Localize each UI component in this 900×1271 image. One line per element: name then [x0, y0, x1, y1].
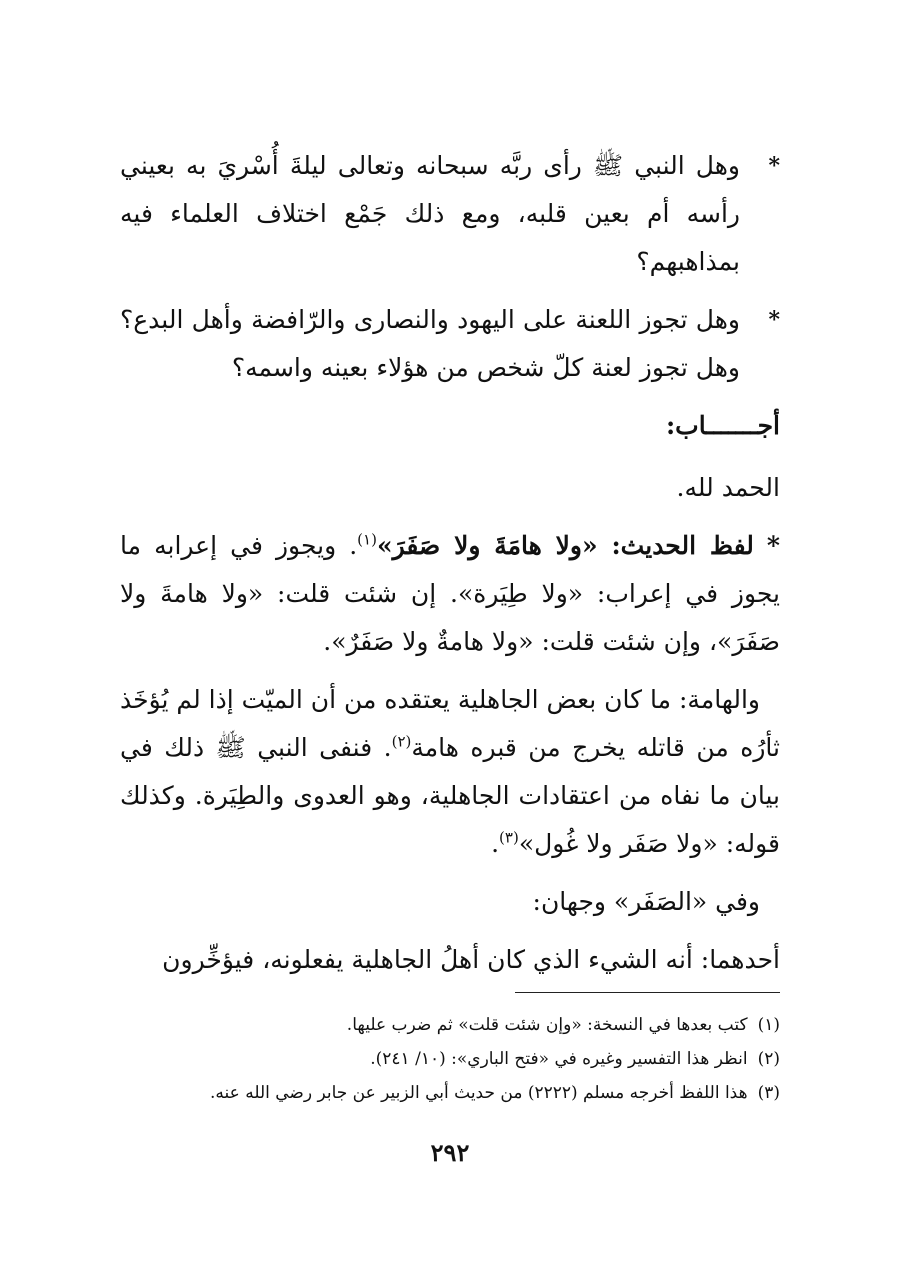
- asterisk-bullet-icon: *: [768, 307, 780, 333]
- question-item-2: [120, 296, 780, 392]
- footnote-text: انظر هذا التفسير وغيره في «فتح الباري»: (١٠/ ٢٤١).: [370, 1049, 748, 1069]
- main-text: [120, 142, 780, 994]
- footnote-number: (١): [757, 1015, 780, 1035]
- question-item-1: [120, 142, 780, 286]
- footnotes: [100, 1008, 780, 1110]
- asterisk-bullet-icon: *: [766, 531, 780, 560]
- footnote-1: [100, 1008, 780, 1042]
- footnote-ref-2[interactable]: (٢): [391, 732, 412, 751]
- footnote-text: كتب بعدها في النسخة: «وإن شئت قلت» ثم ضرب عليها.: [346, 1015, 748, 1035]
- answer-heading: أجـــــــاب:: [665, 411, 780, 440]
- hadith-wording-rest: . ويجوز في إعرابه ما يجوز في إعراب: «ولا طِيَرة». إن شئت قلت: «ولا هامةَ ولا صَفَرَ»، وإن شئت قلت: «ولا هامةٌ ولا صَفَرٌ».: [120, 531, 780, 656]
- hamd-line: الحمد لله.: [676, 473, 780, 502]
- paragraph-hama: [120, 676, 780, 868]
- footnote-2: [100, 1042, 780, 1076]
- footnote-ref-1[interactable]: (١): [357, 530, 377, 549]
- asterisk-bullet-icon: *: [768, 153, 780, 179]
- hama-part-3: .: [491, 829, 500, 858]
- hama-part-2: . فنفى النبي ﷺ ذلك في بيان ما نفاه من اعتقادات الجاهلية، وهو العدوى والطِيَرة. وكذلك قوله: «ولا صَفَر ولا غُول»: [120, 733, 780, 858]
- paragraph-hadith-wording: [120, 522, 780, 666]
- page-number: ٢٩٢: [430, 1138, 470, 1167]
- footnote-number: (٢): [757, 1049, 780, 1069]
- footnote-divider: [515, 992, 780, 993]
- question-text-1: وهل النبي ﷺ رأى ربَّه سبحانه وتعالى ليلةَ أُسْريَ به بعيني رأسه أم بعين قلبه، ومع ذلك جَمْع اختلاف العلماء فيه بمذاهبهم؟: [120, 151, 740, 276]
- paragraph-first-view: أحدهما: أنه الشيء الذي كان أهلُ الجاهلية يفعلونه، فيؤخِّرون: [162, 945, 780, 974]
- footnote-ref-3[interactable]: (٣): [499, 828, 519, 847]
- footnote-3: [100, 1076, 780, 1110]
- hama-part-1: والهامة: ما كان بعض الجاهلية يعتقده من أن الميّت إذا لم يُؤخَذ ثأرُه من قاتله يخرج من قبره هامة: [120, 685, 780, 762]
- question-text-2: وهل تجوز اللعنة على اليهود والنصارى والرّافضة وأهل البدع؟ وهل تجوز لعنة كلّ شخص من هؤلاء بعينه واسمه؟: [120, 305, 740, 382]
- hadith-wording-lead: لفظ الحديث: «ولا هامَةَ ولا صَفَرَ»: [376, 531, 754, 560]
- paragraph-safar-intro: وفي «الصَفَر» وجهان:: [532, 887, 760, 916]
- footnote-text: هذا اللفظ أخرجه مسلم (٢٢٢٢) من حديث أبي الزبير عن جابر رضي الله عنه.: [210, 1083, 748, 1103]
- footnote-number: (٣): [757, 1083, 780, 1103]
